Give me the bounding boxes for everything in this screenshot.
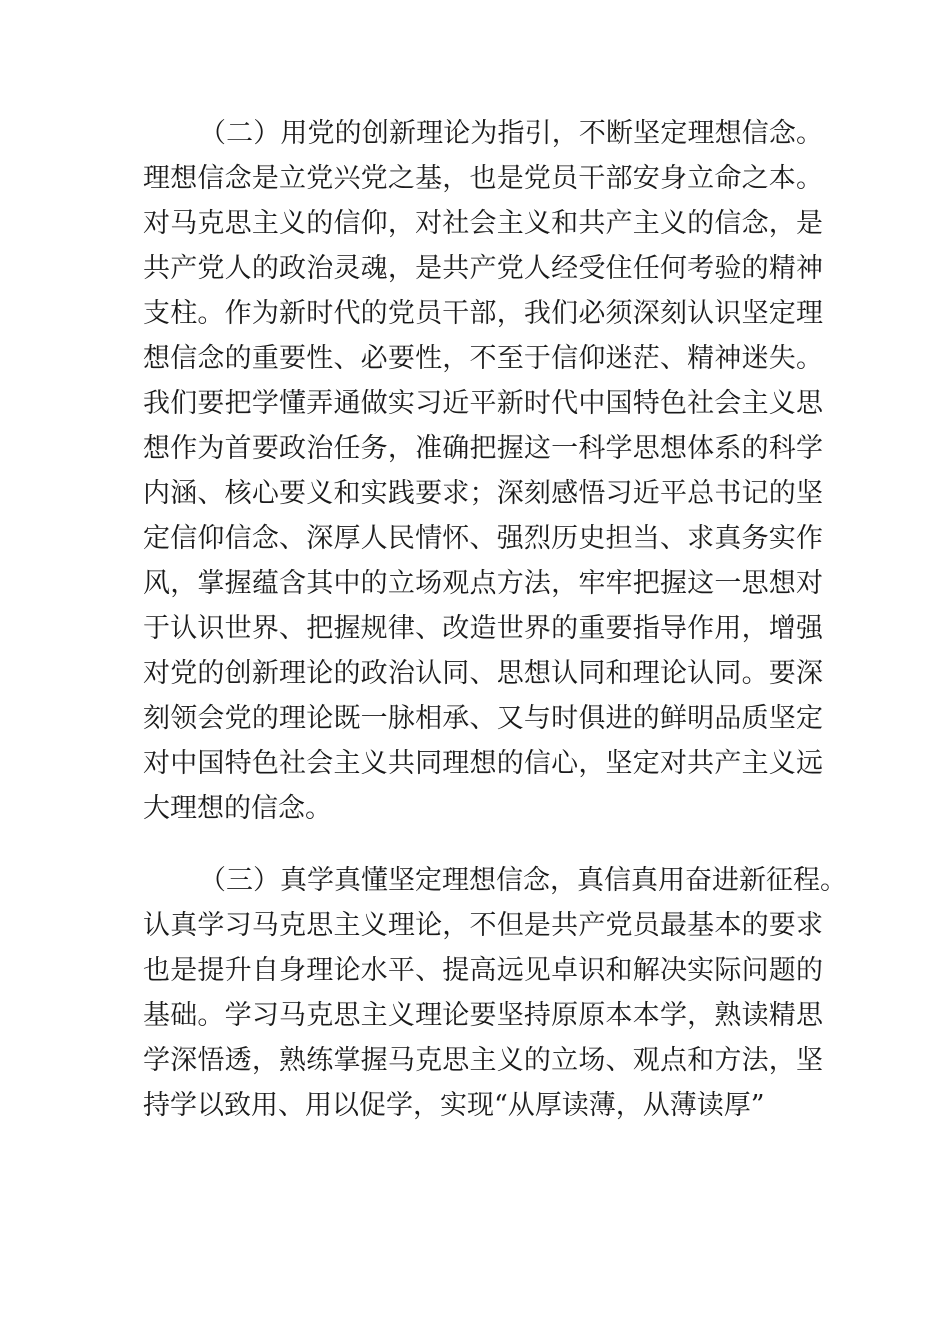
text-line: 对中国特色社会主义共同理想的信心，坚定对共产主义远 xyxy=(143,748,823,779)
text-line: 持学以致用、用以促学，实现“从厚读薄，从薄读厚” xyxy=(143,1090,765,1121)
text-line: 想信念的重要性、必要性，不至于信仰迷茫、精神迷失。 xyxy=(143,343,823,374)
text-line: 于认识世界、把握规律、改造世界的重要指导作用，增强 xyxy=(143,613,823,644)
document-body xyxy=(143,111,847,1128)
text-line: 支柱。作为新时代的党员干部，我们必须深刻认识坚定理 xyxy=(143,298,823,329)
text-line: （三）真学真懂坚定理想信念，真信真用奋进新征程。 xyxy=(199,865,847,896)
paragraph-gap xyxy=(143,831,823,858)
text-line: 内涵、核心要义和实践要求；深刻感悟习近平总书记的坚 xyxy=(143,478,823,509)
text-line: 对党的创新理论的政治认同、思想认同和理论认同。要深 xyxy=(143,658,823,689)
paragraph-section-2 xyxy=(143,111,823,831)
text-line: 也是提升自身理论水平、提高远见卓识和解决实际问题的 xyxy=(143,955,823,986)
text-line: 我们要把学懂弄通做实习近平新时代中国特色社会主义思 xyxy=(143,388,823,419)
text-line: 认真学习马克思主义理论，不但是共产党员最基本的要求 xyxy=(143,910,823,941)
text-line: 学深悟透，熟练掌握马克思主义的立场、观点和方法，坚 xyxy=(143,1045,823,1076)
text-line: 大理想的信念。 xyxy=(143,793,332,824)
text-line: 共产党人的政治灵魂，是共产党人经受住任何考验的精神 xyxy=(143,253,823,284)
text-line: （二）用党的创新理论为指引，不断坚定理想信念。 xyxy=(199,118,823,149)
text-line: 基础。学习马克思主义理论要坚持原原本本学，熟读精思 xyxy=(143,1000,823,1031)
text-line: 对马克思主义的信仰，对社会主义和共产主义的信念，是 xyxy=(143,208,823,239)
text-line: 理想信念是立党兴党之基，也是党员干部安身立命之本。 xyxy=(143,163,823,194)
text-line: 定信仰信念、深厚人民情怀、强烈历史担当、求真务实作 xyxy=(143,523,823,554)
text-line: 刻领会党的理论既一脉相承、又与时俱进的鲜明品质坚定 xyxy=(143,703,823,734)
text-line: 想作为首要政治任务，准确把握这一科学思想体系的科学 xyxy=(143,433,823,464)
paragraph-section-3 xyxy=(143,858,847,1128)
text-line: 风，掌握蕴含其中的立场观点方法，牢牢把握这一思想对 xyxy=(143,568,823,599)
